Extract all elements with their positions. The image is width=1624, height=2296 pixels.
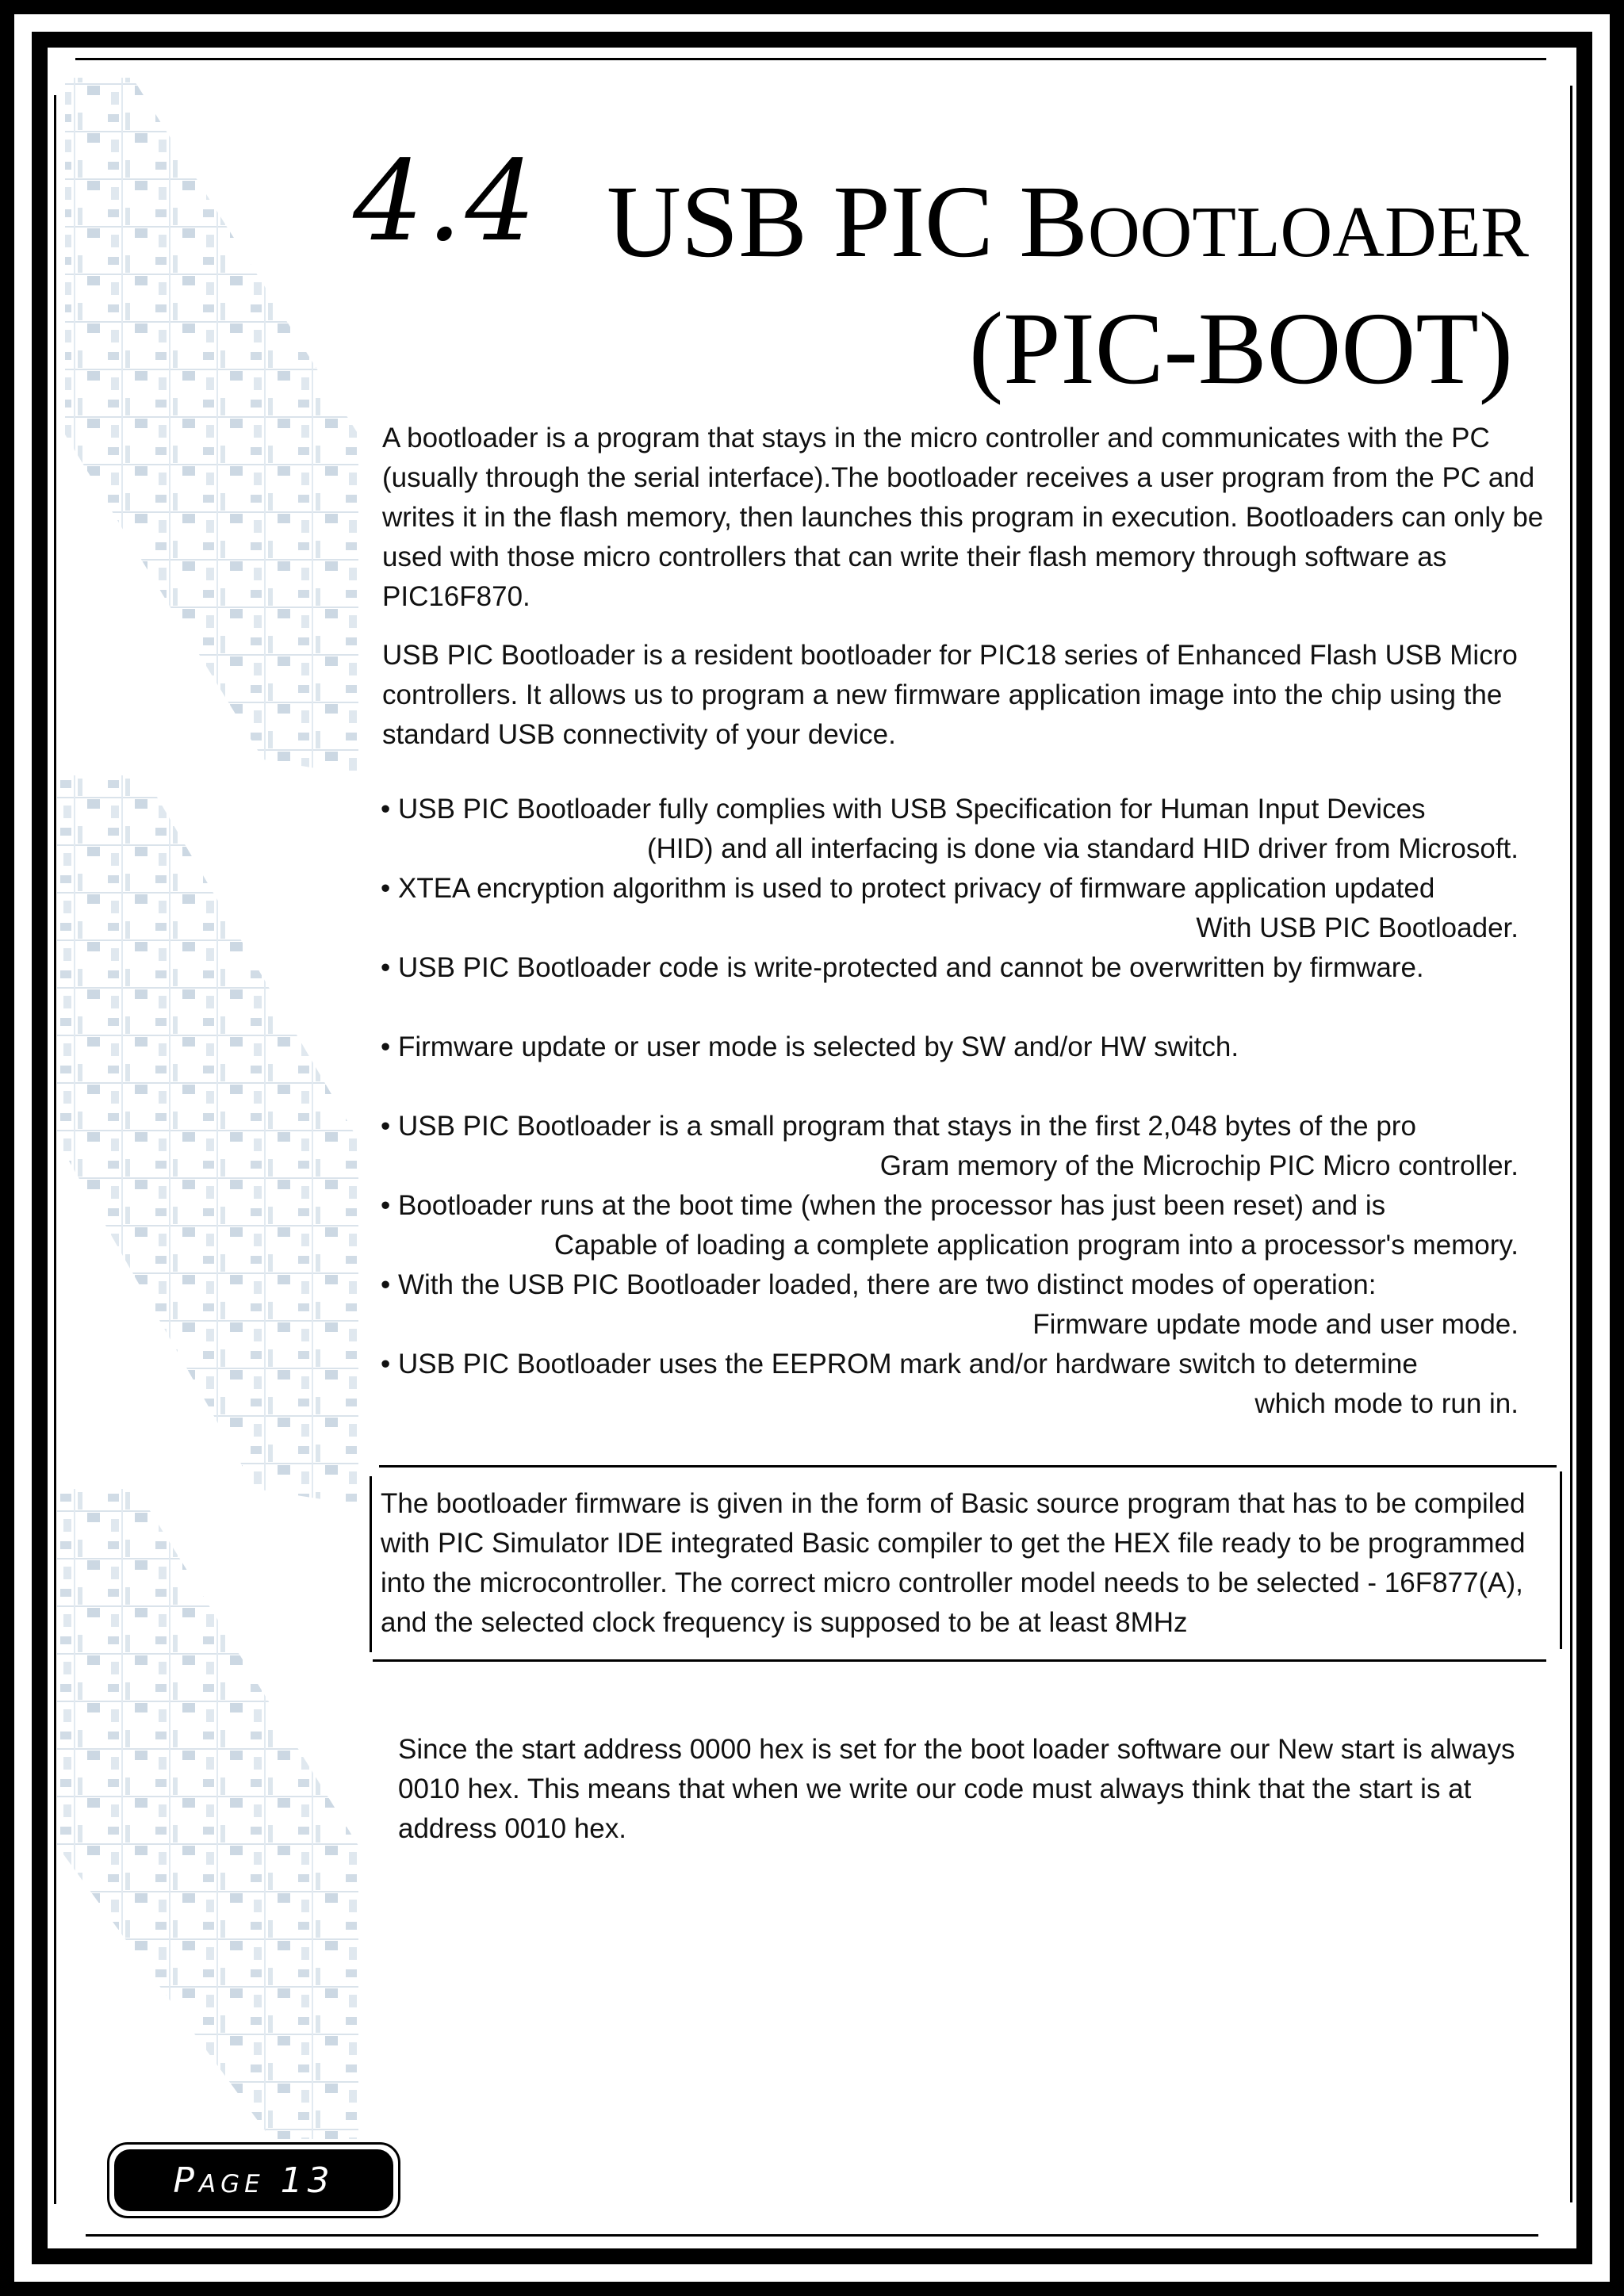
list-item-line1: • USB PIC Bootloader uses the EEPROM mark and/or hardware switch to determine [381, 1349, 1418, 1380]
page-number-badge [107, 2142, 400, 2218]
bottom-rule [86, 2234, 1538, 2237]
list-item-line2: Firmware update mode and user mode. [1032, 1309, 1519, 1340]
list-item [381, 790, 1562, 869]
list-item [381, 1265, 1562, 1345]
list-item-line1: • Bootloader runs at the boot time (when the processor has just been reset) and is [381, 1190, 1386, 1221]
intro-text-2: USB PIC Bootloader is a resident bootloader for PIC18 series of Enhanced Flash USB Micro controllers. It allows us to program a new firmware application image into the chip using the standard USB connectivity of your device. [382, 640, 1518, 750]
feature-list [381, 790, 1562, 1424]
list-item-line1: • Firmware update or user mode is selected by SW and/or HW switch. [381, 1031, 1239, 1062]
list-item-line2: With USB PIC Bootloader. [1196, 913, 1519, 943]
list-item [381, 1027, 1562, 1067]
list-item-line1: • With the USB PIC Bootloader loaded, there are two distinct modes of operation: [381, 1269, 1377, 1300]
note-rule-left [370, 1476, 372, 1652]
list-item-line1: • USB PIC Bootloader fully complies with USB Specification for Human Input Devices [381, 794, 1426, 825]
page-subtitle: (PIC-BOOT) [968, 292, 1513, 406]
firmware-note: The bootloader firmware is given in the form of Basic source program that has to be compiled with PIC Simulator IDE integrated Basic compiler to get the HEX file ready to be programmed into the microcontroller. The correct micro controller model needs to be selected - 16F877(A), and the selected clock frequency is supposed to be at least 8MHz [381, 1488, 1526, 1638]
circuit-board-decoration [57, 62, 366, 2139]
top-rule [75, 58, 1546, 60]
section-number: 4.4 [353, 137, 539, 266]
intro-text-1: A bootloader is a program that stays in the micro controller and communicates with the PC (usually through the serial interface).The bootloader receives a user program from the PC and writes it in the flash memory, then launches this program in execution. Bootloaders can only be used with those micro controllers that can write their flash memory through software as PIC16F870. [382, 423, 1544, 612]
note-rule-top [379, 1465, 1557, 1468]
list-item-line1: • USB PIC Bootloader code is write-protected and cannot be overwritten by firmware. [381, 952, 1424, 983]
list-item [381, 1345, 1562, 1424]
closing-paragraph: Since the start address 0000 hex is set for the boot loader software our New start is always 0010 hex. This means that when we write our code must always think that the start is at address 0010 hex. [398, 1734, 1515, 1844]
list-spacer [381, 1067, 1562, 1107]
list-item-line2: (HID) and all interfacing is done via standard HID driver from Microsoft. [646, 833, 1519, 864]
list-item-line1: • USB PIC Bootloader is a small program that stays in the first 2,048 bytes of the pro [381, 1111, 1416, 1142]
note-rule-bottom [373, 1659, 1546, 1662]
list-item-line2: which mode to run in. [1254, 1388, 1519, 1419]
page-title: USB PIC Bootloader [607, 165, 1529, 279]
left-rule [54, 95, 56, 2204]
list-item [381, 1107, 1562, 1186]
list-item-line2: Gram memory of the Microchip PIC Micro controller. [879, 1150, 1519, 1181]
list-item-line2: Capable of loading a complete application program into a processor's memory. [553, 1230, 1519, 1261]
list-item [381, 869, 1562, 948]
page-number-label: Page 13 [114, 2149, 393, 2211]
right-rule [1570, 86, 1572, 2202]
intro-paragraph-1 [382, 419, 1564, 617]
list-spacer [381, 988, 1562, 1027]
list-item [381, 1186, 1562, 1265]
intro-paragraph-2 [382, 636, 1564, 755]
list-item-line1: • XTEA encryption algorithm is used to protect privacy of firmware application updated [381, 873, 1435, 904]
list-item [381, 948, 1562, 988]
